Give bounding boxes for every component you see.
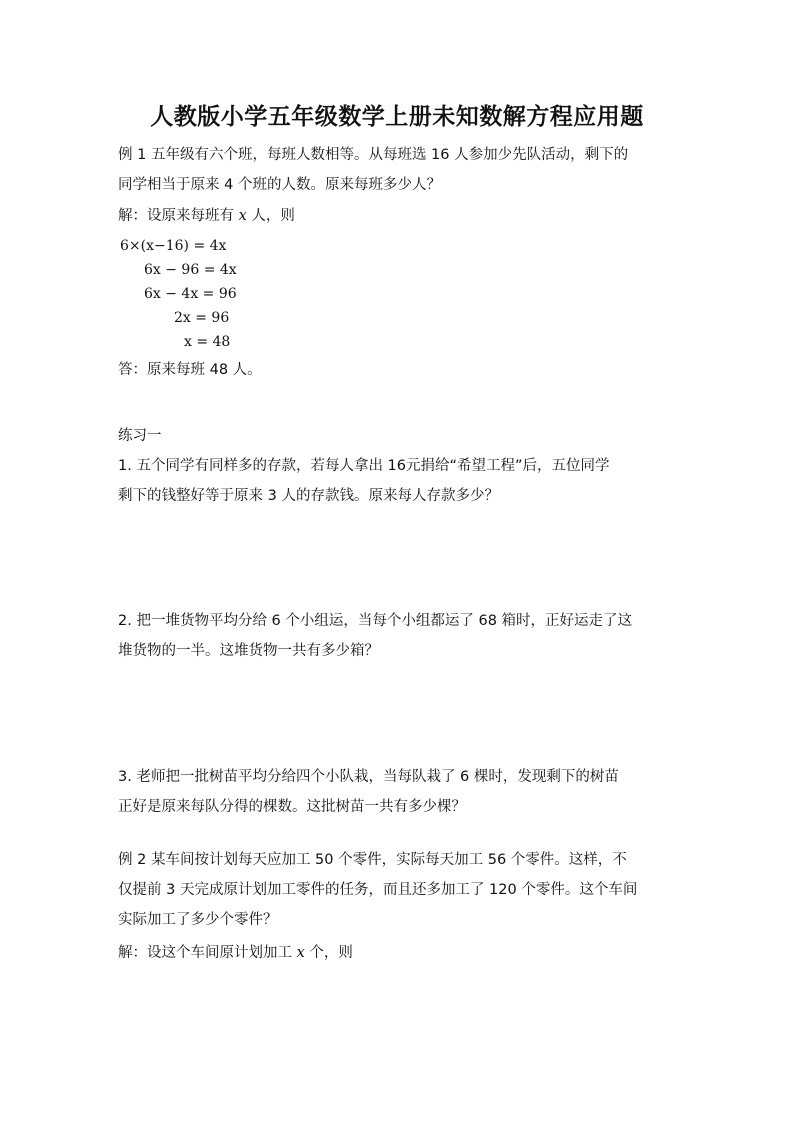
solution-suffix: 人，则 [246, 208, 295, 224]
practice-1-line-1: 1. 五个同学有同样多的存款，若每人拿出 16元捐给“希望工程”后，五位同学 [118, 458, 610, 474]
solution-variable: x [296, 945, 305, 961]
solution-suffix: 个，则 [304, 945, 353, 961]
example-2-line-3: 实际加工了多少个零件？ [118, 912, 278, 928]
example-2-solution-intro [118, 938, 678, 968]
example-2-line-2: 仅提前 3 天完成原计划加工零件的任务，而且还多加工了 120 个零件。这个车间 [118, 882, 638, 898]
equation-4: 2x = 96 [174, 310, 230, 326]
practice-1-line-2: 剩下的钱整好等于原来 3 人的存款钱。原来每人存款多少？ [118, 488, 499, 504]
practice-2-line-2: 堆货物的一半。这堆货物一共有多少箱？ [118, 643, 379, 659]
example-2-line-1: 例 2 某车间按计划每天应加工 50 个零件，实际每天加工 56 个零件。这样，不 [118, 852, 627, 868]
example-1-line-1: 例 1 五年级有六个班，每班人数相等。从每班选 16 人参加少先队活动，剩下的 [118, 147, 629, 163]
equation-3: 6x − 4x = 96 [144, 286, 237, 302]
practice-heading: 练习一 [118, 428, 162, 444]
example-1-solution-intro [118, 201, 678, 231]
example-1-question [118, 140, 678, 200]
example-2-question [118, 845, 678, 935]
solution-prefix: 解：设这个车间原计划加工 [118, 945, 297, 961]
equation-2: 6x − 96 = 4x [144, 262, 237, 278]
solution-variable: x [238, 208, 247, 224]
example-1-answer: 答：原来每班 48 人。 [118, 362, 262, 378]
practice-question-3 [118, 762, 678, 822]
practice-question-2 [118, 606, 678, 666]
solution-prefix: 解：设原来每班有 [118, 208, 239, 224]
practice-3-line-2: 正好是原来每队分得的棵数。这批树苗一共有多少棵？ [118, 799, 466, 815]
equation-1: 6×(x−16) = 4x [120, 238, 227, 254]
practice-2-line-1: 2. 把一堆货物平均分给 6 个小组运，当每个小组都运了 68 箱时，正好运走了这 [118, 613, 633, 629]
example-1-line-2: 同学相当于原来 4 个班的人数。原来每班多少人？ [118, 177, 441, 193]
page-title: 人教版小学五年级数学上册未知数解方程应用题 [150, 103, 644, 130]
practice-question-1 [118, 451, 678, 511]
practice-3-line-1: 3. 老师把一批树苗平均分给四个小队栽，当每队栽了 6 棵时，发现剩下的树苗 [118, 769, 619, 785]
equation-5: x = 48 [184, 334, 231, 350]
